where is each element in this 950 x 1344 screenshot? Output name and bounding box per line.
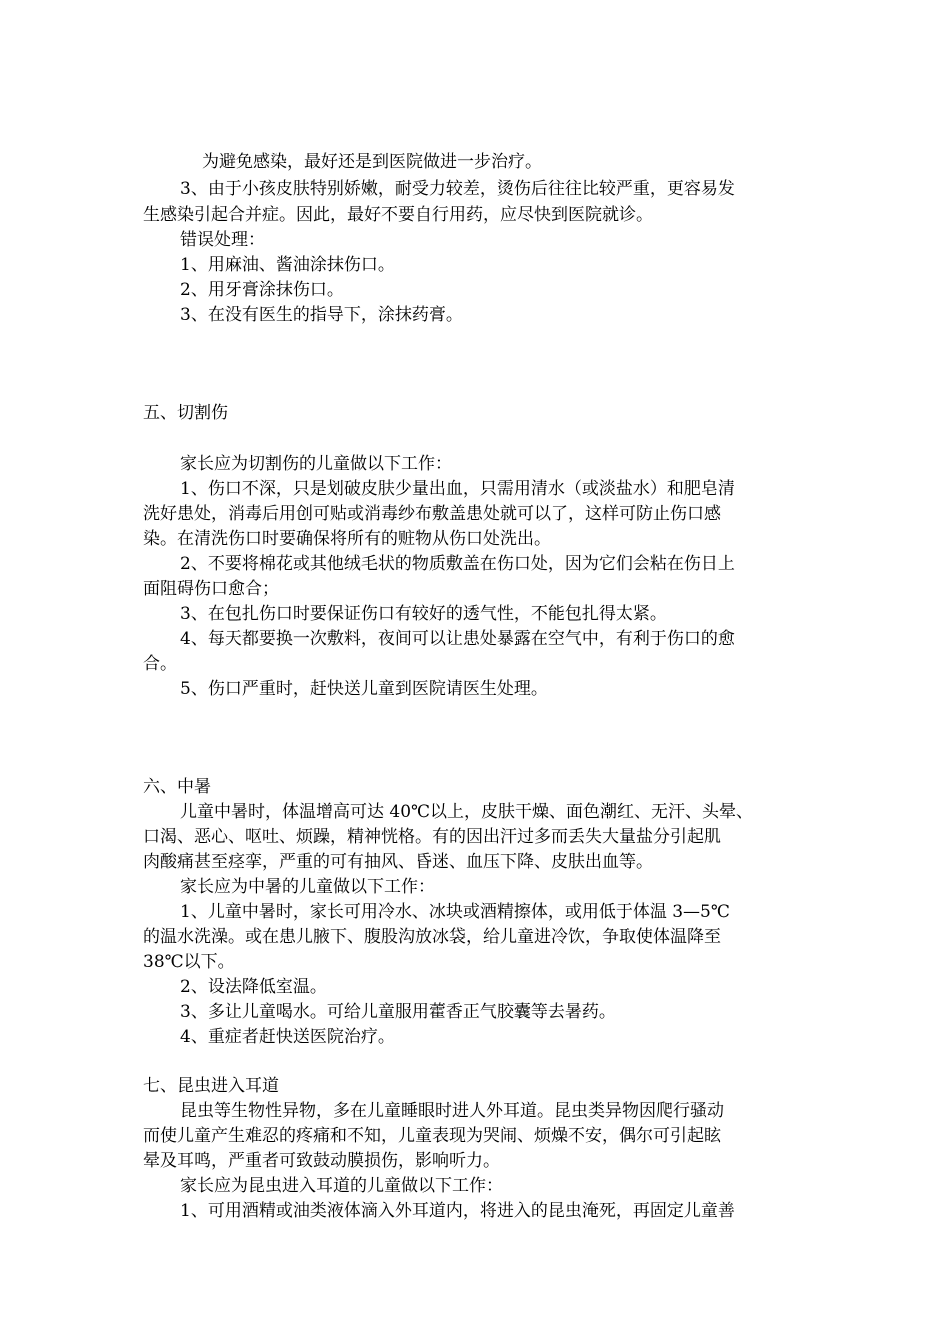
paragraph-line: 家长应为昆虫进入耳道的儿童做以下工作： bbox=[180, 1176, 503, 1196]
paragraph-line: 肉酸痛甚至痉挛，严重的可有抽风、昏迷、血压下降、皮肤出血等。 bbox=[143, 852, 653, 872]
paragraph-line: 昆虫等生物性异物，多在儿童睡眼时进人外耳道。昆虫类异物因爬行骚动 bbox=[180, 1101, 724, 1121]
section-heading: 七、昆虫进入耳道 bbox=[143, 1076, 279, 1096]
paragraph-line: 而使儿童产生难忍的疼痛和不知，儿童表现为哭闹、烦燥不安，偶尔可引起眩 bbox=[143, 1126, 721, 1146]
paragraph-line: 染。在清洗伤口时要确保将所有的赃物从伤口处洗出。 bbox=[143, 529, 551, 549]
paragraph-line: 家长应为中暑的儿童做以下工作： bbox=[180, 877, 435, 897]
paragraph-line: 生感染引起合并症。因此，最好不要自行用药，应尽快到医院就诊。 bbox=[143, 205, 653, 225]
list-item: 3、在没有医生的指导下，涂抹药膏。 bbox=[180, 305, 463, 325]
paragraph-line: 3、由于小孩皮肤特别娇嫩，耐受力较差，烫伤后往往比较严重，更容易发 bbox=[180, 179, 735, 199]
paragraph-line: 家长应为切割伤的儿童做以下工作： bbox=[180, 454, 452, 474]
paragraph-line: 1、儿童中暑时，家长可用冷水、冰块或酒精擦体，或用低于体温 3—5℃ bbox=[180, 902, 730, 922]
paragraph-line: 合。 bbox=[143, 654, 177, 674]
paragraph-line: 38℃以下。 bbox=[143, 952, 235, 972]
list-item: 4、重症者赶快送医院治疗。 bbox=[180, 1027, 395, 1047]
paragraph-line: 错误处理： bbox=[180, 230, 265, 250]
list-item: 2、设法降低室温。 bbox=[180, 977, 327, 997]
paragraph-line: 儿童中暑时，体温增高可达 40℃以上，皮肤干燥、面色潮红、无汗、头晕、 bbox=[180, 802, 754, 822]
paragraph-line: 面阻碍伤口愈合； bbox=[143, 579, 279, 599]
paragraph-line: 5、伤口严重时，赶快送儿童到医院请医生处理。 bbox=[180, 679, 548, 699]
paragraph-line: 晕及耳鸣，严重者可致鼓动膜损伤，影响听力。 bbox=[143, 1151, 500, 1171]
paragraph-line: 1、可用酒精或油类液体滴入外耳道内，将进入的昆虫淹死，再固定儿童善 bbox=[180, 1201, 735, 1221]
list-item: 3、多让儿童喝水。可给儿童服用藿香正气胶囊等去暑药。 bbox=[180, 1002, 616, 1022]
paragraph-line: 4、每天都要换一次敷料，夜间可以让患处暴露在空气中，有利于伤口的愈 bbox=[180, 629, 735, 649]
section-heading: 五、切割伤 bbox=[143, 403, 228, 423]
paragraph-line: 3、在包扎伤口时要保证伤口有较好的透气性，不能包扎得太紧。 bbox=[180, 604, 667, 624]
list-item: 2、用牙膏涂抹伤口。 bbox=[180, 280, 344, 300]
paragraph-line: 为避免感染，最好还是到医院做进一步治疗。 bbox=[202, 152, 542, 172]
paragraph-line: 的温水洗澡。或在患儿腋下、腹股沟放冰袋，给儿童进冷饮，争取使体温降至 bbox=[143, 927, 721, 947]
paragraph-line: 2、不要将棉花或其他绒毛状的物质敷盖在伤口处，因为它们会粘在伤日上 bbox=[180, 554, 735, 574]
paragraph-line: 口渴、恶心、呕吐、烦躁，精神恍格。有的因出汗过多而丢失大量盐分引起肌 bbox=[143, 827, 721, 847]
paragraph-line: 洗好患处，消毒后用创可贴或消毒纱布敷盖患处就可以了，这样可防止伤口感 bbox=[143, 504, 721, 524]
list-item: 1、用麻油、酱油涂抹伤口。 bbox=[180, 255, 395, 275]
paragraph-line: 1、伤口不深，只是划破皮肤少量出血，只需用清水（或淡盐水）和肥皂清 bbox=[180, 479, 735, 499]
section-heading: 六、中暑 bbox=[143, 777, 211, 797]
